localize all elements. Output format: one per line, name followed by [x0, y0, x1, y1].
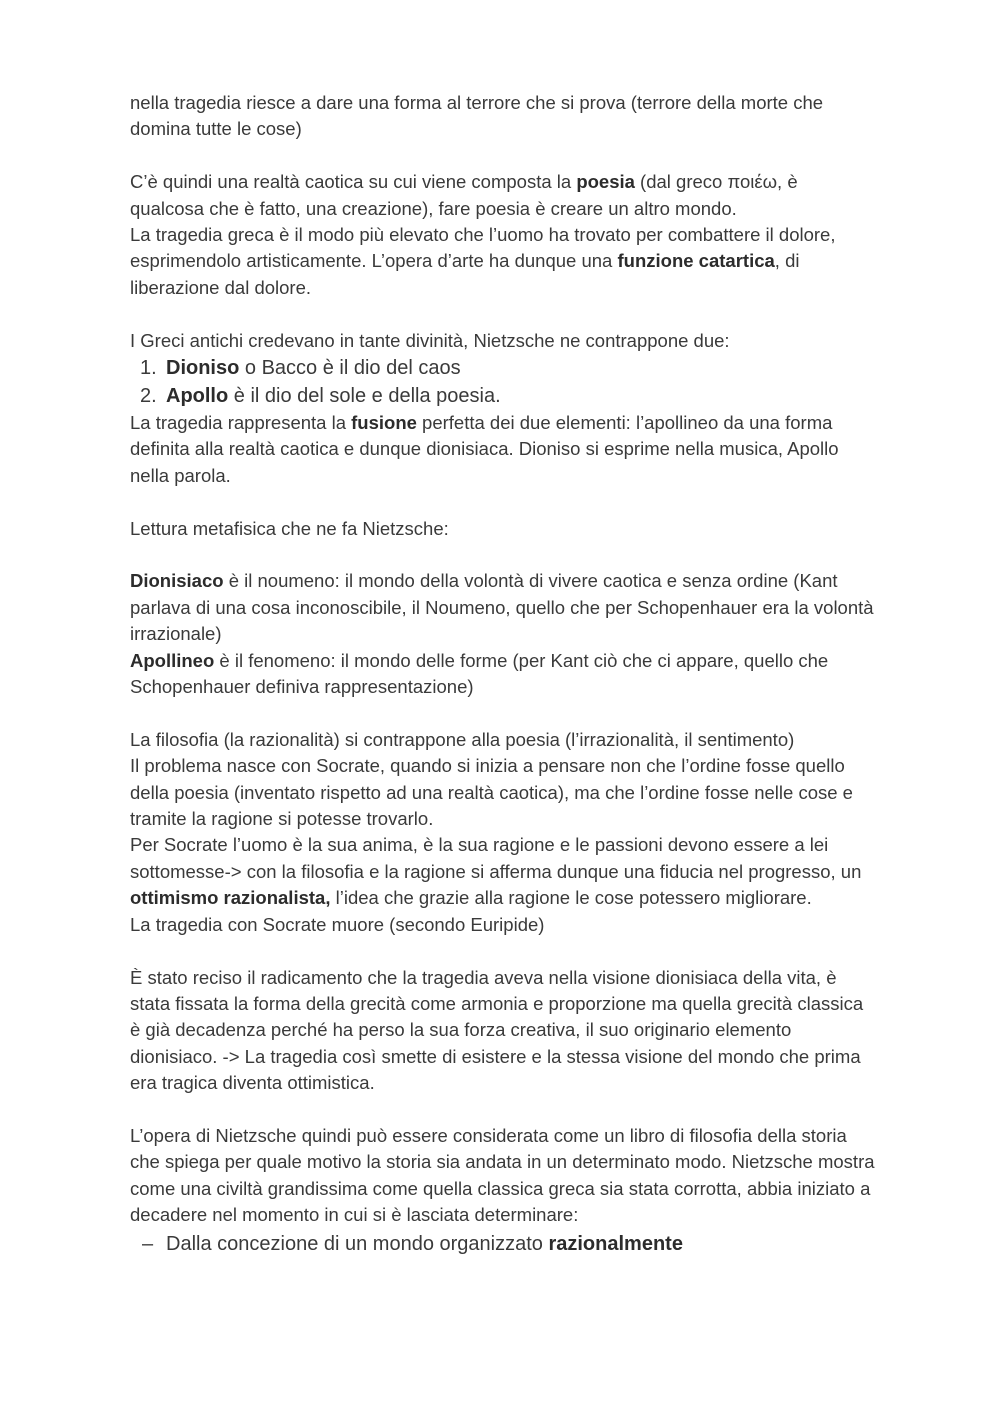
paragraph-fusion: La tragedia rappresenta la fusione perfetta dei due elementi: l’apollineo da una forma definita alla realtà caotica e dunque dionisiaca. Dioniso si esprime nella musica, Apollo nella parola. [130, 412, 839, 486]
keyword-dioniso: Dioniso [166, 357, 240, 380]
keyword-poesia: poesia [576, 171, 635, 193]
paragraph-nietzsche-work: L’opera di Nietzsche quindi può essere considerata come un libro di filosofia della storia che spiega per quale motivo la storia sia andata in un determinato modo. Nietzsche mostra come una civiltà grandissima come quella classica greca sia stata corrotta, abbia iniziato a decadere nel momento in cui si è lasciata determinare: [130, 1124, 875, 1226]
list-item: 2. Apollo è il dio del sole e della poesia. [140, 385, 501, 408]
keyword-ottimismo-razionalista: ottimismo razionalista, [130, 887, 331, 909]
list-item: – Dalla concezione di un mondo organizzato razionalmente [142, 1232, 683, 1255]
paragraph-tragedy-terror: nella tragedia riesce a dare una forma al terrore che si prova (terrore della morte che domina tutte le cose) [130, 92, 824, 140]
paragraph-metaphysical-reading: Lettura metafisica che ne fa Nietzsche: [130, 517, 449, 539]
keyword-funzione-catartica: funzione catartica [617, 250, 775, 272]
paragraph-poetry: C’è quindi una realtà caotica su cui viene composta la poesia (dal greco ποιέω, è qualcosa che è fatto, una creazione), fare poesia è creare un altro mondo. [130, 171, 798, 219]
paragraph-tragedy-dies: La tragedia con Socrate muore (secondo Euripide) [130, 913, 545, 935]
keyword-razionalmente: razionalmente [548, 1232, 683, 1255]
paragraph-apollineo: Apollineo è il fenomeno: il mondo delle forme (per Kant ciò che ci appare, quello che Schopenhauer definiva rappresentazione) [130, 649, 829, 698]
paragraph-rooting-cut: È stato reciso il radicamento che la tragedia aveva nella visione dionisiaca della vita, è stata fissata la forma della grecità come armonia e proporzione ma quella grecità classica è già decadenza perché ha perso la sua forza creativa, il suo originario elemento dionisiaco. -> La tragedia così smette di esistere e la stessa visione del mondo che prima era tragica diventa ottimistica. [130, 966, 864, 1094]
paragraph-greek-gods: I Greci antichi credevano in tante divinità, Nietzsche ne contrappone due: [130, 329, 730, 351]
paragraph-catharsis: La tragedia greca è il modo più elevato che l’uomo ha trovato per combattere il dolore, esprimendolo artisticamente. L’opera d’arte ha dunque una funzione catartica, di liberazione dal dolore. [130, 224, 836, 298]
paragraph-socrates-problem: Il problema nasce con Socrate, quando si inizia a pensare non che l’ordine fosse quello della poesia (inventato rispetto ad una realtà caotica), ma che l’ordine fosse nelle cose e tramite la ragione si potesse trovarlo. [130, 755, 853, 830]
list-item: 1. Dioniso o Bacco è il dio del caos [140, 357, 461, 380]
keyword-apollo: Apollo [166, 385, 229, 408]
paragraph-socrates-reason: Per Socrate l’uomo è la sua anima, è la sua ragione e le passioni devono essere a lei sottomesse-> con la filosofia e la ragione si afferma dunque una fiducia nel progresso, un ottimismo razionalista, l’idea che grazie alla ragione le cose potessero migliorare. [130, 834, 862, 909]
document-body [130, 90, 875, 1259]
paragraph-philosophy: La filosofia (la razionalità) si contrappone alla poesia (l’irrazionalità, il sentimento) [130, 728, 795, 750]
paragraph-dionisiaco: Dionisiaco è il noumeno: il mondo della volontà di vivere caotica e senza ordine (Kant parlava di una cosa inconoscibile, il Noumeno, quello che per Schopenhauer era la volontà irrazionale) [130, 570, 874, 645]
keyword-dionisiaco: Dionisiaco [130, 570, 224, 592]
gods-list [130, 354, 875, 410]
keyword-apollineo: Apollineo [130, 649, 215, 671]
dash-list [130, 1229, 875, 1259]
keyword-fusione: fusione [351, 412, 417, 434]
